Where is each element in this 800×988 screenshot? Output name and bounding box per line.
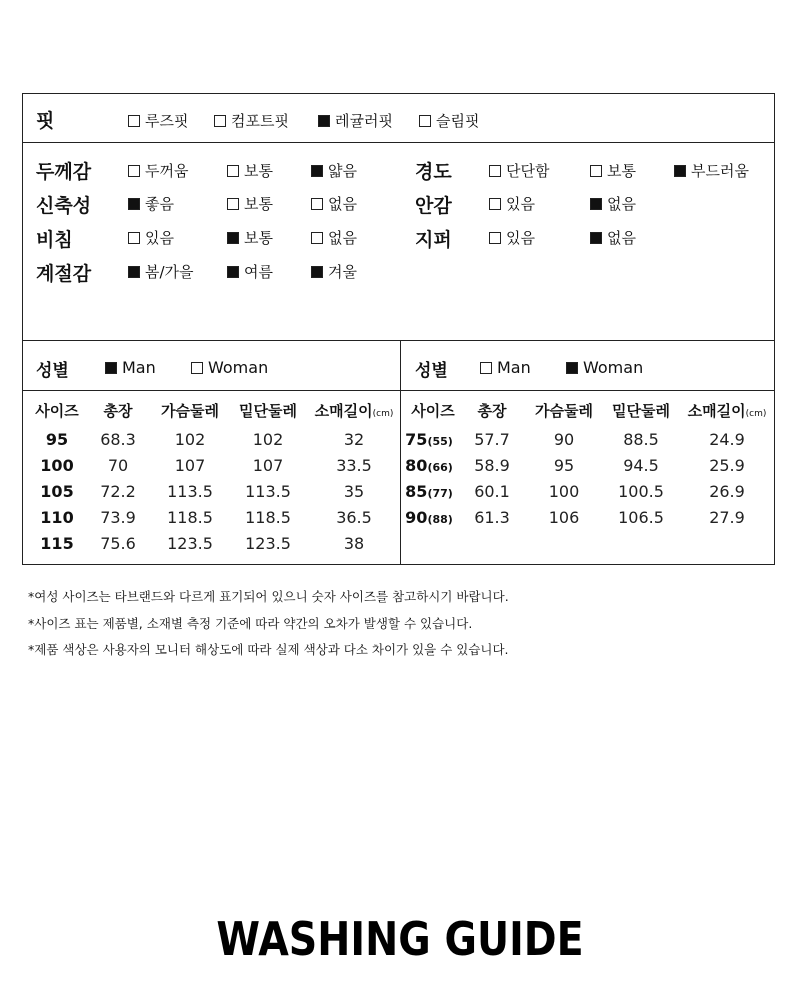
checkbox-checked [311, 165, 323, 177]
note: *여성 사이즈는 타브랜드와 다르게 표기되어 있으니 숫자 사이즈를 참고하시기 바랍니다. [28, 589, 509, 604]
value-cell: 106 [548, 508, 580, 527]
note: *제품 색상은 사용자의 모니터 해상도에 따라 실제 색상과 다소 차이가 있을 수 있습니다. [28, 642, 509, 657]
divider [400, 340, 401, 565]
option: 얇음 [311, 160, 357, 181]
value-cell: 24.9 [709, 430, 745, 449]
col-header: 소매길이(cm) [687, 402, 767, 420]
value-cell: 33.5 [336, 456, 372, 475]
value-cell: 35 [343, 482, 365, 501]
col-header: 밑단둘레 [239, 402, 297, 420]
size-cell: 115 [40, 534, 74, 553]
option: 단단함 [489, 160, 549, 181]
option: 보통 [227, 227, 273, 248]
option: 없음 [590, 227, 636, 248]
size-cell: 75(55) [405, 430, 453, 449]
value-cell: 113.5 [245, 482, 291, 501]
gender-man: Man [480, 358, 531, 377]
checkbox-checked [128, 266, 140, 278]
option: 보통 [227, 193, 273, 214]
gender-label: 성별 [36, 361, 69, 381]
value-cell: 107 [174, 456, 206, 475]
col-header: 총장 [103, 402, 133, 420]
checkbox [489, 232, 501, 244]
divider [23, 142, 774, 143]
value-cell: 25.9 [709, 456, 745, 475]
unit-label: (cm) [745, 409, 767, 419]
checkbox [311, 198, 323, 210]
stretch-label: 신축성 [36, 195, 92, 217]
checkbox [480, 362, 492, 374]
checkbox [489, 165, 501, 177]
value-cell: 118.5 [245, 508, 291, 527]
fit-option-loose: 루즈핏 [128, 110, 188, 131]
option: 있음 [489, 193, 535, 214]
option: 부드러움 [674, 160, 749, 181]
checkbox [311, 232, 323, 244]
value-cell: 102 [252, 430, 284, 449]
checkbox [128, 232, 140, 244]
checkbox-checked [318, 115, 330, 127]
checkbox [419, 115, 431, 127]
gender-label: 성별 [415, 361, 448, 381]
value-cell: 106.5 [618, 508, 664, 527]
size-cell: 105 [40, 482, 74, 501]
checkbox [227, 165, 239, 177]
value-cell: 60.1 [474, 482, 510, 501]
value-cell: 61.3 [474, 508, 510, 527]
size-cell: 110 [40, 508, 74, 527]
checkbox-checked [227, 266, 239, 278]
checkbox-checked [227, 232, 239, 244]
col-header: 밑단둘레 [612, 402, 670, 420]
option: 보통 [590, 160, 636, 181]
value-cell: 38 [343, 534, 365, 553]
note: *사이즈 표는 제품별, 소재별 측정 기준에 따라 약간의 오차가 발생할 수 있습니다. [28, 615, 473, 631]
col-header: 사이즈 [35, 402, 79, 420]
value-cell: 26.9 [709, 482, 745, 501]
size-cell: 85(77) [405, 482, 453, 501]
checkbox-checked [674, 165, 686, 177]
col-header: 사이즈 [411, 402, 455, 420]
option: 겨울 [311, 261, 357, 282]
value-cell: 88.5 [623, 430, 659, 449]
notes [28, 584, 509, 664]
value-cell: 36.5 [336, 508, 372, 527]
lining-label: 안감 [415, 195, 452, 217]
fit-label: 핏 [36, 110, 55, 132]
value-cell: 75.6 [100, 534, 136, 553]
checkbox [191, 362, 203, 374]
value-cell: 70 [107, 456, 129, 475]
zipper-label: 지퍼 [415, 229, 452, 251]
option: 있음 [128, 227, 174, 248]
size-cell: 95 [45, 430, 69, 449]
value-cell: 100 [548, 482, 580, 501]
col-header: 가슴둘레 [535, 402, 593, 420]
value-cell: 57.7 [474, 430, 510, 449]
value-cell: 123.5 [167, 534, 213, 553]
value-cell: 107 [252, 456, 284, 475]
checkbox [590, 165, 602, 177]
value-cell: 100.5 [618, 482, 664, 501]
value-cell: 72.2 [100, 482, 136, 501]
washing-guide-title: WASHING GUIDE [216, 912, 584, 966]
value-cell: 27.9 [709, 508, 745, 527]
col-header: 소매길이(cm) [314, 402, 394, 420]
value-cell: 95 [553, 456, 575, 475]
fit-option-slim: 슬림핏 [419, 110, 479, 131]
value-cell: 113.5 [167, 482, 213, 501]
checkbox-checked [105, 362, 117, 374]
option: 여름 [227, 261, 273, 282]
checkbox [489, 198, 501, 210]
checkbox-checked [128, 198, 140, 210]
checkbox [128, 115, 140, 127]
option: 없음 [590, 193, 636, 214]
value-cell: 73.9 [100, 508, 136, 527]
unit-label: (cm) [372, 409, 394, 419]
gender-woman: Woman [191, 358, 268, 377]
checkbox-checked [590, 198, 602, 210]
season-label: 계절감 [36, 263, 92, 285]
option: 좋음 [128, 193, 174, 214]
gender-woman: Woman [566, 358, 643, 377]
size-info-table [22, 93, 775, 565]
value-cell: 68.3 [100, 430, 136, 449]
value-cell: 90 [553, 430, 575, 449]
option: 있음 [489, 227, 535, 248]
option: 봄/가을 [128, 261, 194, 282]
sheerness-label: 비침 [36, 229, 73, 251]
checkbox [227, 198, 239, 210]
divider [23, 340, 774, 341]
hardness-label: 경도 [415, 161, 452, 183]
value-cell: 94.5 [623, 456, 659, 475]
size-cell: 80(66) [405, 456, 453, 475]
gender-man: Man [105, 358, 156, 377]
thickness-label: 두께감 [36, 161, 92, 183]
checkbox [128, 165, 140, 177]
value-cell: 58.9 [474, 456, 510, 475]
option: 없음 [311, 193, 357, 214]
checkbox-checked [311, 266, 323, 278]
checkbox [214, 115, 226, 127]
value-cell: 32 [343, 430, 365, 449]
size-cell: 100 [40, 456, 74, 475]
checkbox-checked [566, 362, 578, 374]
col-header: 총장 [477, 402, 507, 420]
size-cell: 90(88) [405, 508, 453, 527]
value-cell: 123.5 [245, 534, 291, 553]
fit-option-comfort: 컴포트핏 [214, 110, 289, 131]
value-cell: 118.5 [167, 508, 213, 527]
option: 없음 [311, 227, 357, 248]
col-header: 가슴둘레 [161, 402, 219, 420]
fit-option-regular: 레귤러핏 [318, 110, 393, 131]
value-cell: 102 [174, 430, 206, 449]
option: 두꺼움 [128, 160, 188, 181]
checkbox-checked [590, 232, 602, 244]
option: 보통 [227, 160, 273, 181]
divider [23, 390, 774, 391]
